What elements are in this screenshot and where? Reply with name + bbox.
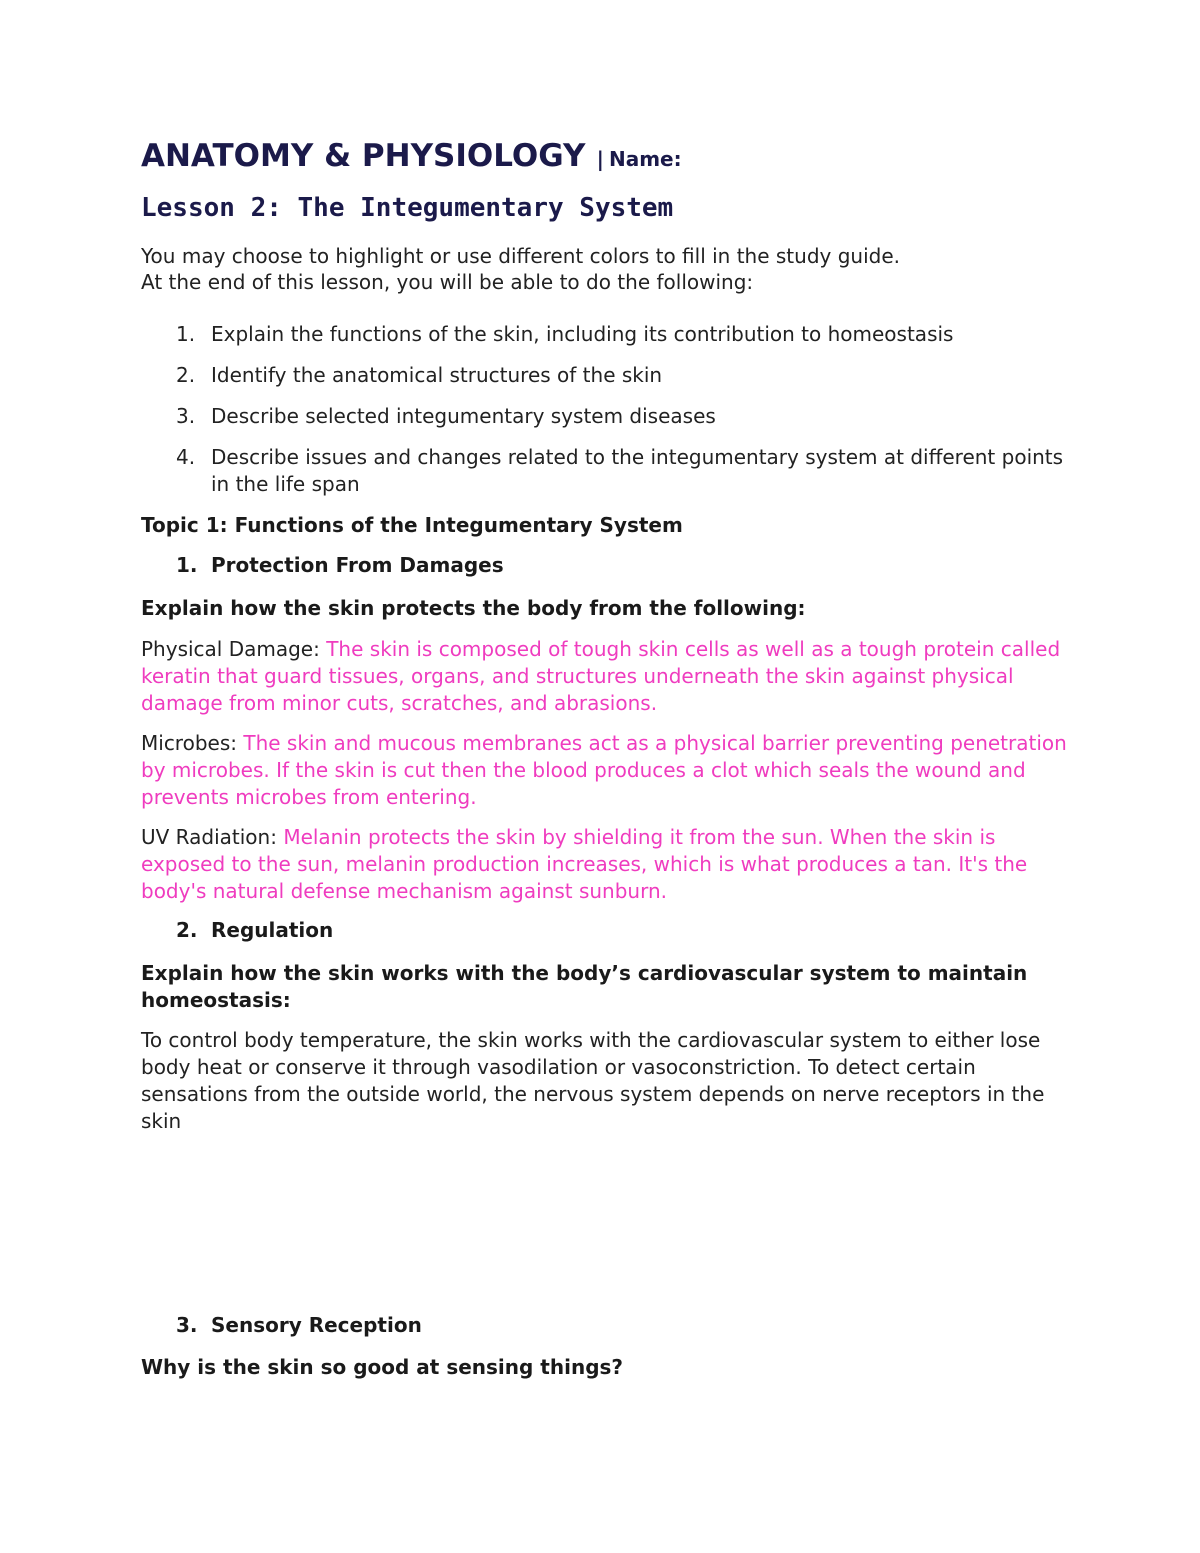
objectives-list: [141, 321, 1071, 512]
topic-1-heading: Topic 1: Functions of the Integumentary System: [141, 513, 683, 537]
section-2-number: 2.: [176, 918, 198, 942]
intro-line-1: You may choose to highlight or use different colors to fill in the study guide.: [141, 244, 900, 268]
objective-item: [141, 403, 1071, 430]
microbes-answer: The skin and mucous membranes act as a physical barrier preventing penetration by microbes. If the skin is cut then the blood produces a clot which seals the wound and prevents microbes from entering.: [141, 731, 1067, 809]
objective-item: [141, 321, 1071, 348]
lesson-title: Lesson 2: The Integumentary System: [141, 193, 674, 223]
section-2-title: Regulation: [211, 918, 334, 942]
objective-item: [141, 362, 1071, 389]
uv-radiation-block: [141, 824, 1071, 905]
objective-number: 4.: [176, 445, 196, 469]
uv-radiation-answer: Melanin protects the skin by shielding it from the sun. When the skin is exposed to the sun, melanin production increases, which is what produces a tan. It's the body's natural defense mechanism against sunburn.: [141, 825, 1028, 903]
section-3-number: 3.: [176, 1313, 198, 1337]
microbes-label: Microbes:: [141, 731, 237, 755]
title-separator: |: [596, 147, 604, 171]
intro-text: [141, 243, 1071, 295]
physical-damage-label: Physical Damage:: [141, 637, 320, 661]
objective-text: Describe issues and changes related to the integumentary system at different points in the life span: [211, 445, 1064, 496]
objective-number: 1.: [176, 322, 196, 346]
name-label: Name:: [608, 147, 682, 171]
regulation-answer: To control body temperature, the skin works with the cardiovascular system to either lose body heat or conserve it through vasodilation or vasoconstriction. To detect certain sensations from the outside world, the nervous system depends on nerve receptors in the skin: [141, 1028, 1045, 1133]
section-2-prompt: Explain how the skin works with the body’s cardiovascular system to maintain homeostasis:: [141, 961, 1028, 1012]
intro-line-2: At the end of this lesson, you will be able to do the following:: [141, 270, 754, 294]
section-1-prompt: Explain how the skin protects the body from the following:: [141, 596, 806, 620]
objective-number: 2.: [176, 363, 196, 387]
section-1-heading: [176, 553, 504, 577]
section-1-title: Protection From Damages: [211, 553, 504, 577]
section-3-title: Sensory Reception: [211, 1313, 422, 1337]
physical-damage-block: [141, 636, 1071, 717]
objective-text: Identify the anatomical structures of the skin: [211, 363, 663, 387]
objective-number: 3.: [176, 404, 196, 428]
section-3-prompt: Why is the skin so good at sensing things?: [141, 1355, 624, 1379]
objective-text: Explain the functions of the skin, including its contribution to homeostasis: [211, 322, 954, 346]
microbes-block: [141, 730, 1071, 811]
objective-item: [141, 444, 1071, 498]
objective-text: Describe selected integumentary system diseases: [211, 404, 716, 428]
section-3-heading: [176, 1313, 422, 1337]
uv-radiation-label: UV Radiation:: [141, 825, 277, 849]
course-title: ANATOMY & PHYSIOLOGY: [141, 138, 586, 174]
physical-damage-answer: The skin is composed of tough skin cells as well as a tough protein called keratin that guard tissues, organs, and structures underneath the skin against physical damage from minor cuts, scratches, and abrasions.: [141, 637, 1061, 715]
section-1-number: 1.: [176, 553, 198, 577]
section-2-heading: [176, 918, 333, 942]
document-header: [141, 138, 682, 174]
